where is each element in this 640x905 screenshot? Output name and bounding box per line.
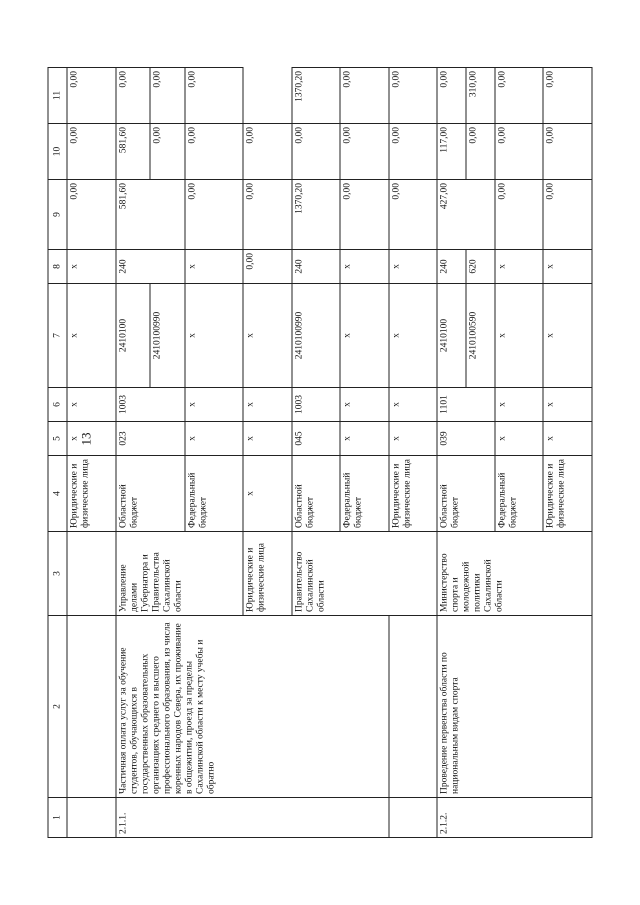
cell-col10: 0,00 xyxy=(185,124,243,180)
cell-name: Частичная оплата услуг за обучение студентов, обучающихся в государственных образовательных организациях среднего и высшего профессионального образования, из числа коренных народов Севера, их проживание в общежитии, проезд за пределы Сахалинской области к месту учебы и обратно xyxy=(116,616,389,798)
cell-source: Федеральный бюджет xyxy=(185,456,243,532)
cell-source: Областной бюджет xyxy=(116,456,185,532)
cell-col9: 1370,20 xyxy=(292,180,341,250)
cell-vr: 240 xyxy=(116,250,185,284)
cell-col9: 0,00 xyxy=(185,180,243,250)
cell-csr: x xyxy=(543,284,592,388)
cell-rzpr: 1003 xyxy=(292,388,341,422)
cell-csr: x xyxy=(389,284,438,388)
cell-executor: Министерство спорта и молодежной политики Сахалинской области xyxy=(437,532,592,616)
cell-source: Областной бюджет xyxy=(292,456,341,532)
cell-source: Областной бюджет xyxy=(437,456,495,532)
header-col-7: 7 xyxy=(48,284,67,388)
cell-csr: x xyxy=(67,284,116,388)
cell-col9: 0,00 xyxy=(243,250,292,284)
cell-vr: x xyxy=(243,284,292,388)
cell-col9: 0,00 xyxy=(389,180,438,250)
cell-col11: 0,00 xyxy=(243,124,292,180)
cell-col11: 310,00 xyxy=(466,68,495,124)
cell-grbs: x xyxy=(340,422,389,456)
cell-col11: 1370,20 xyxy=(292,68,341,124)
cell-col11: 0,00 xyxy=(67,68,116,124)
cell-col11: 0,00 xyxy=(437,68,466,124)
cell-col10: 0,00 xyxy=(292,124,341,180)
table-row xyxy=(389,68,438,838)
header-col-11: 11 xyxy=(48,68,67,124)
cell-col11: 0,00 xyxy=(389,68,438,124)
cell-number: 2.1.2. xyxy=(437,798,592,838)
cell-csr: x xyxy=(185,284,243,388)
cell-col10: 581,60 xyxy=(116,124,151,180)
page-number: 13 xyxy=(78,432,94,446)
budget-table-wrap xyxy=(48,68,593,838)
cell-number: 2.1.1. xyxy=(116,798,389,838)
cell-source: Юридические и физические лица xyxy=(243,532,292,616)
header-col-3: 3 xyxy=(48,532,67,616)
cell-rzpr: x xyxy=(543,388,592,422)
cell-col9: 0,00 xyxy=(67,180,116,250)
cell-grbs: x xyxy=(543,422,592,456)
cell-col10: 117,00 xyxy=(437,124,466,180)
cell-csr: 2410100590 xyxy=(466,284,495,388)
cell-csr: 2410100 xyxy=(437,284,466,388)
cell-rzpr: x xyxy=(495,388,544,422)
header-col-5: 5 xyxy=(48,422,67,456)
cell-grbs: x xyxy=(185,422,243,456)
cell-col11: 0,00 xyxy=(495,68,544,124)
cell-name xyxy=(67,616,116,798)
cell-col10: 0,00 xyxy=(243,180,292,250)
cell-csr: x xyxy=(243,388,292,422)
cell-col10: 0,00 xyxy=(495,124,544,180)
cell-col9: 0,00 xyxy=(495,180,544,250)
cell-csr: 2410100990 xyxy=(150,284,185,388)
cell-source: Юридические и физические лица xyxy=(67,456,116,532)
cell-vr: 240 xyxy=(292,250,341,284)
cell-vr: x xyxy=(340,250,389,284)
cell-vr: x xyxy=(67,250,116,284)
header-col-2: 2 xyxy=(48,616,67,798)
cell-rzpr: 1003 xyxy=(116,388,185,422)
header-col-1: 1 xyxy=(48,798,67,838)
cell-col9: 581,60 xyxy=(116,180,185,250)
cell-rzpr: x xyxy=(340,388,389,422)
cell-grbs: x xyxy=(243,456,292,532)
cell-csr: x xyxy=(340,284,389,388)
cell-grbs: 039 xyxy=(437,422,495,456)
cell-rzpr: x xyxy=(243,422,292,456)
header-row xyxy=(48,68,67,838)
cell-grbs: x xyxy=(67,422,116,456)
cell-name: Проведение первенства области по национальным видам спорта xyxy=(437,616,592,798)
cell-col11: 0,00 xyxy=(543,68,592,124)
cell-executor: Правительство Сахалинской области xyxy=(292,532,438,616)
cell-vr: 240 xyxy=(437,250,466,284)
cell-rzpr: x xyxy=(389,388,438,422)
cell-source: Федеральный бюджет xyxy=(340,456,389,532)
cell-col10: 0,00 xyxy=(466,124,495,180)
cell-number xyxy=(389,798,438,838)
header-col-10: 10 xyxy=(48,124,67,180)
cell-number xyxy=(67,798,116,838)
cell-vr: x xyxy=(389,250,438,284)
cell-csr: x xyxy=(495,284,544,388)
cell-col10: 0,00 xyxy=(543,124,592,180)
cell-csr: 2410100990 xyxy=(292,284,341,388)
header-col-6: 6 xyxy=(48,388,67,422)
cell-source: Юридические и физические лица xyxy=(543,456,592,532)
cell-vr: x xyxy=(543,250,592,284)
header-col-9: 9 xyxy=(48,180,67,250)
cell-executor xyxy=(67,532,116,616)
cell-col11: 0,00 xyxy=(185,68,243,124)
cell-vr: 620 xyxy=(466,250,495,284)
cell-rzpr: x xyxy=(185,388,243,422)
cell-grbs: 023 xyxy=(116,422,185,456)
cell-col11: 0,00 xyxy=(116,68,151,124)
cell-rzpr: 1101 xyxy=(437,388,495,422)
cell-col10: 0,00 xyxy=(67,124,116,180)
table-row xyxy=(67,68,116,838)
cell-rzpr: x xyxy=(67,388,116,422)
cell-vr: x xyxy=(495,250,544,284)
table-row xyxy=(437,68,466,838)
cell-col9: 0,00 xyxy=(340,180,389,250)
cell-grbs: x xyxy=(389,422,438,456)
cell-grbs: 045 xyxy=(292,422,341,456)
cell-col10: 0,00 xyxy=(340,124,389,180)
cell-csr: 2410100 xyxy=(116,284,151,388)
cell-col11: 0,00 xyxy=(150,68,185,124)
header-col-8: 8 xyxy=(48,250,67,284)
cell-source: Федеральный бюджет xyxy=(495,456,544,532)
cell-col10: 0,00 xyxy=(389,124,438,180)
cell-col9: 427,00 xyxy=(437,180,495,250)
cell-grbs: x xyxy=(495,422,544,456)
cell-col10: 0,00 xyxy=(150,124,185,180)
cell-vr: x xyxy=(185,250,243,284)
cell-executor: Управление делами Губернатора и Правительства Сахалинской области xyxy=(116,532,244,616)
cell-col11: 0,00 xyxy=(340,68,389,124)
header-col-4: 4 xyxy=(48,456,67,532)
table-row xyxy=(116,68,151,838)
cell-name xyxy=(389,616,438,798)
budget-table xyxy=(48,67,593,838)
cell-col9: 0,00 xyxy=(543,180,592,250)
cell-source: Юридические и физические лица xyxy=(389,456,438,532)
